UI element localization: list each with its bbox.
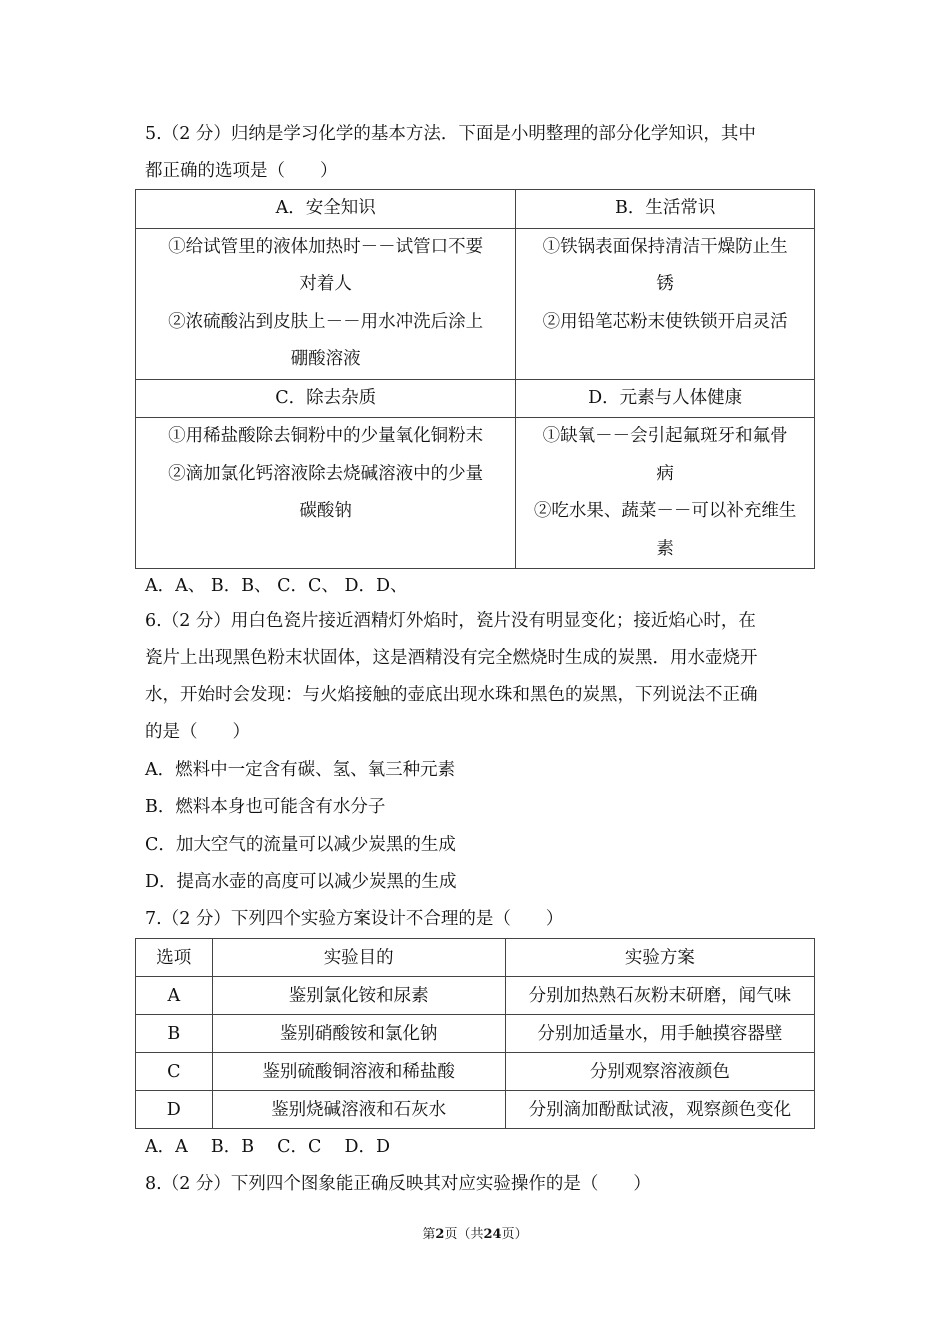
table-cell: A — [136, 977, 213, 1015]
table-header-row — [136, 939, 815, 977]
cell-line: 对着人 — [299, 274, 352, 294]
cell-line: 素 — [656, 538, 674, 559]
q5-knowledge-table — [135, 189, 815, 569]
cell-line: ①给试管里的液体加热时－－试管口不要 — [168, 236, 484, 257]
cell-line: ②滴加氯化钙溶液除去烧碱溶液中的少量 — [168, 463, 484, 484]
q7-answer-options: A．A B．B C．C D．D — [145, 1137, 391, 1157]
q6-option-a: A．燃料中一定含有碳、氢、氧三种元素 — [145, 760, 456, 780]
table-cell: 分别滴加酚酞试液，观察颜色变化 — [505, 1091, 814, 1129]
cell-line: 碳酸钠 — [299, 501, 352, 521]
cell-line: ①缺氧－－会引起氟斑牙和氟骨 — [542, 426, 788, 446]
footer-middle: 页（共 — [444, 1227, 484, 1242]
q5-stem-line-2: 都正确的选项是（ ） — [145, 161, 338, 181]
table-cell: A．安全知识 — [136, 190, 516, 229]
q6-stem-line-4: 的是（ ） — [145, 722, 250, 742]
cell-line: 锈 — [656, 274, 674, 294]
table-cell: 鉴别烧碱溶液和石灰水 — [212, 1091, 505, 1129]
table-cell: D．元素与人体健康 — [516, 379, 815, 418]
cell-line: ②浓硫酸沾到皮肤上－－用水冲洗后涂上 — [168, 311, 484, 332]
cell-line: 病 — [656, 463, 674, 484]
footer-prefix: 第 — [422, 1227, 436, 1242]
q6-stem-line-1: 6.（2 分）用白色瓷片接近酒精灯外焰时，瓷片没有明显变化；接近焰心时，在 — [145, 611, 756, 631]
table-cell — [136, 418, 516, 569]
cell-line: ②用铅笔芯粉末使铁锁开启灵活 — [542, 311, 788, 332]
cell-line: ①铁锅表面保持清洁干燥防止生 — [542, 236, 788, 257]
q6-option-d: D．提高水壶的高度可以减少炭黑的生成 — [145, 872, 457, 892]
table-header-cell: 实验方案 — [505, 939, 814, 977]
table-cell: C — [136, 1053, 213, 1091]
footer-suffix: 页） — [501, 1227, 528, 1242]
footer-page-number: 2 — [435, 1227, 445, 1242]
table-cell: 鉴别硫酸铜溶液和稀盐酸 — [212, 1053, 505, 1091]
table-cell: B．生活常识 — [516, 190, 815, 229]
q6-option-b: B．燃料本身也可能含有水分子 — [145, 797, 386, 817]
table-row — [136, 418, 815, 569]
table-cell — [516, 228, 815, 379]
table-cell: 分别加热熟石灰粉末研磨，闻气味 — [505, 977, 814, 1015]
table-header-cell: 选项 — [136, 939, 213, 977]
table-row — [136, 1053, 815, 1091]
q5-answer-options: A．A、 B．B、 C．C、 D．D、 — [145, 576, 408, 596]
table-row — [136, 977, 815, 1015]
footer-total-pages: 24 — [483, 1227, 502, 1242]
q7-stem: 7.（2 分）下列四个实验方案设计不合理的是（ ） — [145, 909, 564, 929]
table-row — [136, 1015, 815, 1053]
table-cell — [516, 418, 815, 569]
q6-option-c: C．加大空气的流量可以减少炭黑的生成 — [145, 835, 456, 855]
cell-line: ②吃水果、蔬菜－－可以补充维生 — [533, 501, 797, 521]
table-cell: 分别加适量水，用手触摸容器壁 — [505, 1015, 814, 1053]
q6-stem-line-3: 水，开始时会发现：与火焰接触的壶底出现水珠和黑色的炭黑，下列说法不正确 — [145, 685, 758, 705]
table-cell: C．除去杂质 — [136, 379, 516, 418]
q7-experiment-table — [135, 938, 815, 1129]
table-cell: 鉴别氯化铵和尿素 — [212, 977, 505, 1015]
table-cell: D — [136, 1091, 213, 1129]
q5-stem-line-1: 5.（2 分）归纳是学习化学的基本方法．下面是小明整理的部分化学知识，其中 — [145, 124, 756, 144]
table-cell: 分别观察溶液颜色 — [505, 1053, 814, 1091]
q6-stem-line-2: 瓷片上出现黑色粉末状固体，这是酒精没有完全燃烧时生成的炭黑．用水壶烧开 — [145, 648, 758, 668]
table-cell — [136, 228, 516, 379]
table-row — [136, 190, 815, 229]
table-row — [136, 1091, 815, 1129]
cell-line: ①用稀盐酸除去铜粉中的少量氧化铜粉末 — [168, 426, 484, 446]
table-header-cell: 实验目的 — [212, 939, 505, 977]
table-cell: 鉴别硝酸铵和氯化钠 — [212, 1015, 505, 1053]
table-row — [136, 228, 815, 379]
page-footer — [0, 1226, 950, 1244]
q8-stem: 8.（2 分）下列四个图象能正确反映其对应实验操作的是（ ） — [145, 1174, 651, 1194]
table-row — [136, 379, 815, 418]
table-cell: B — [136, 1015, 213, 1053]
cell-line: 硼酸溶液 — [290, 349, 361, 369]
